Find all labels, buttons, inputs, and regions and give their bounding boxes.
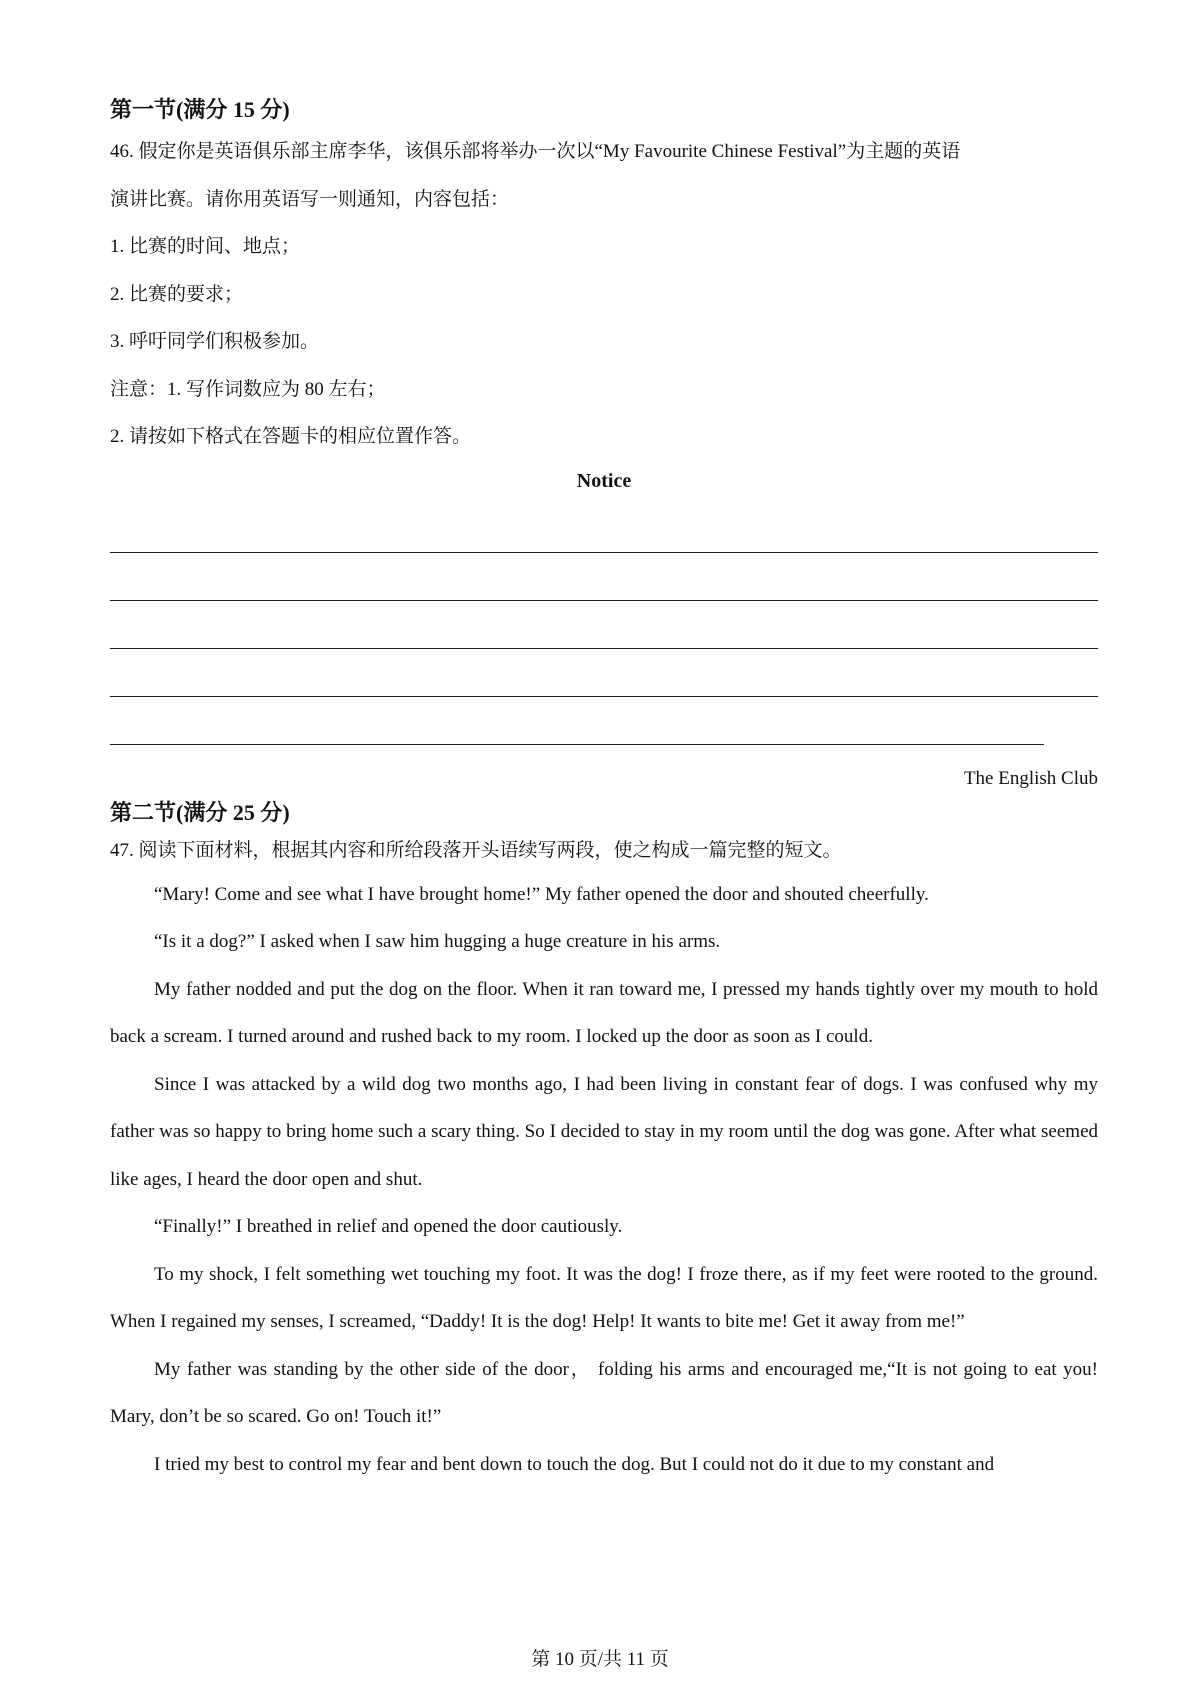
- section-1-title: 第一节(满分 15 分): [110, 97, 290, 122]
- question-46-line-2: 演讲比赛。请你用英语写一则通知，内容包括：: [110, 188, 510, 210]
- page-number: 第 10 页/共 11 页: [531, 1649, 669, 1670]
- note-2: 2. 请按如下格式在答题卡的相应位置作答。: [110, 426, 472, 447]
- answer-line-1: [110, 501, 1098, 553]
- exam-page-content: [110, 92, 1098, 1488]
- story-paragraph-1: “Mary! Come and see what I have brought home!” My father opened the door and shouted cheerfully.: [154, 883, 929, 905]
- answer-line-3: [110, 601, 1098, 649]
- question-46-line-1: 46. 假定你是英语俱乐部主席李华，该俱乐部将举办一次以“My Favourite Chinese Festival”为主题的英语: [110, 141, 961, 162]
- section-2-title: 第二节(满分 25 分): [110, 799, 290, 825]
- story-paragraph-4: Since I was attacked by a wild dog two months ago, I had been living in constant fear of dogs. I was confused why my father was so happy to bring home such a scary thing. So I decided to stay in my room until the dog was gone. After what seemed like ages, I heard the door open and shut.: [110, 1073, 1098, 1190]
- story-paragraph-8: I tried my best to control my fear and bent down to touch the dog. But I could not do it due to my constant and: [154, 1453, 995, 1475]
- requirement-item-1: 1. 比赛的时间、地点；: [110, 236, 301, 257]
- answer-line-4: [110, 649, 1098, 697]
- story-paragraph-7: My father was standing by the other side of the door， folding his arms and encouraged me,“It is not going to eat you! Mary, don’t be so scared. Go on! Touch it!”: [110, 1358, 1098, 1427]
- notice-signature: The English Club: [963, 767, 1098, 789]
- story-paragraph-3: My father nodded and put the dog on the floor. When it ran toward me, I pressed my hands tightly over my mouth to hold back a scream. I turned around and rushed back to my room. I locked up the door as soon as I could.: [110, 978, 1098, 1047]
- notice-title: Notice: [576, 469, 632, 492]
- story-paragraph-5: “Finally!” I breathed in relief and opened the door cautiously.: [154, 1216, 623, 1237]
- answer-line-2: [110, 553, 1098, 601]
- question-47: 47. 阅读下面材料，根据其内容和所给段落开头语续写两段，使之构成一篇完整的短文。: [110, 839, 842, 861]
- story-paragraph-6: To my shock, I felt something wet touching my foot. It was the dog! I froze there, as if my feet were rooted to the ground. When I regained my senses, I screamed, “Daddy! It is the dog! Help! It wants to bite me! Get it away from me!”: [110, 1263, 1098, 1332]
- note-1: 注意：1. 写作词数应为 80 左右；: [110, 378, 386, 400]
- requirement-item-3: 3. 呼吁同学们积极参加。: [110, 331, 320, 352]
- story-paragraph-2: “Is it a dog?” I asked when I saw him hugging a huge creature in his arms.: [154, 931, 721, 952]
- answer-line-5: [110, 697, 1044, 745]
- requirement-item-2: 2. 比赛的要求；: [110, 283, 244, 305]
